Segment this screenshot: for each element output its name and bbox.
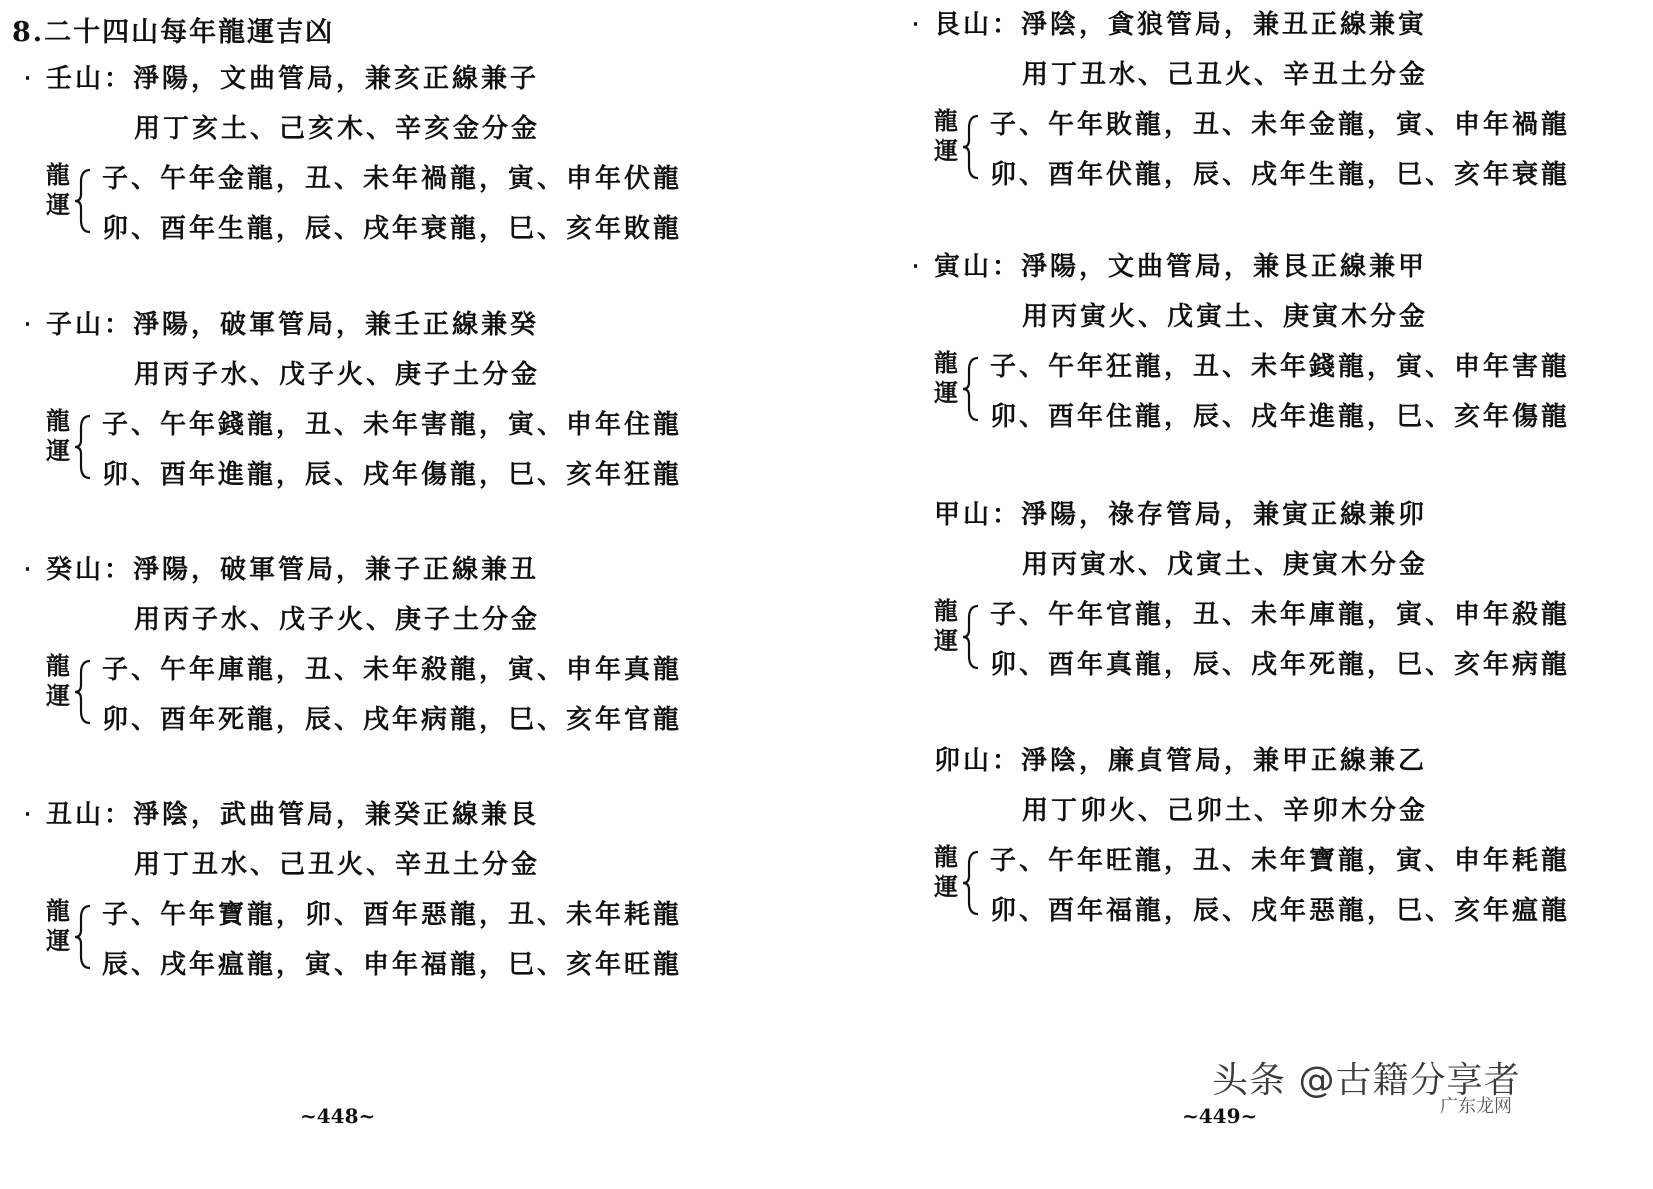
bullet: ‧ — [912, 12, 922, 38]
mountain-entry-zi — [24, 300, 683, 500]
luck-row: 卯、酉年死龍，辰、戌年病龍，巳、亥年官龍 — [102, 705, 683, 735]
bullet: ‧ — [24, 66, 34, 92]
brace-icon — [72, 168, 94, 234]
brace-icon — [960, 604, 982, 670]
mountain-line-text: 甲山：淨陽，祿存管局，兼寅正線兼卯 — [934, 500, 1428, 530]
mountain-line-text: 壬山：淨陽，文曲管局，兼亥正線兼子 — [46, 64, 540, 94]
dragon-luck-label: 龍 運 — [934, 106, 958, 165]
luck-row: 子、午年寶龍，卯、酉年惡龍，丑、未年耗龍 — [102, 900, 683, 930]
mountain-line-text: 丑山：淨陰，武曲管局，兼癸正線兼艮 — [46, 800, 540, 830]
mountain-line — [912, 242, 1428, 292]
dragon-luck-rows — [990, 100, 1570, 200]
usage-line: 用丙寅火、戊寅土、庚寅木分金 — [1022, 302, 1429, 332]
brace-icon — [960, 114, 982, 180]
luck-row: 卯、酉年住龍，辰、戌年進龍，巳、亥年傷龍 — [990, 402, 1571, 432]
luck-row: 卯、酉年真龍，辰、戌年死龍，巳、亥年病龍 — [990, 650, 1571, 680]
dragon-luck-label: 龍 運 — [46, 896, 70, 955]
dragon-luck-label: 龍 運 — [934, 596, 958, 655]
site-watermark: 广东龙网 — [1440, 1096, 1512, 1117]
dragon-luck-rows — [102, 400, 682, 500]
left-page — [0, 0, 800, 1189]
dragon-luck-rows — [990, 836, 1570, 936]
mountain-line — [24, 300, 540, 350]
dragon-luck-rows — [990, 342, 1570, 442]
mountain-entry-jia — [934, 490, 1571, 690]
mountain-line — [24, 545, 540, 595]
usage-line: 用丁卯火、己卯土、辛卯木分金 — [1022, 796, 1429, 826]
mountain-entry-gui — [24, 545, 683, 745]
mountain-line-text: 寅山：淨陽，文曲管局，兼艮正線兼甲 — [934, 252, 1428, 282]
mountain-line — [24, 54, 540, 104]
dragon-luck-label: 龍 運 — [46, 651, 70, 710]
luck-row: 卯、酉年伏龍，辰、戌年生龍，巳、亥年衰龍 — [990, 160, 1571, 190]
luck-row: 卯、酉年生龍，辰、戌年衰龍，巳、亥年敗龍 — [102, 214, 683, 244]
dragon-luck-label: 龍 運 — [934, 842, 958, 901]
dragon-luck-block — [44, 890, 683, 990]
mountain-line-text: 卯山：淨陰，廉貞管局，兼甲正線兼乙 — [934, 746, 1428, 776]
brace-icon — [72, 904, 94, 970]
usage-line: 用丁丑水、己丑火、辛丑土分金 — [134, 850, 541, 880]
dragon-luck-block — [44, 154, 683, 254]
usage-line: 用丙寅水、戊寅土、庚寅木分金 — [1022, 550, 1429, 580]
watermark-text: 头条 @古籍分享者 — [1212, 1060, 1521, 1101]
page-number: ~448~ — [300, 1104, 376, 1128]
dragon-luck-rows — [102, 890, 682, 990]
dragon-luck-block — [932, 836, 1571, 936]
mountain-entry-ren — [24, 54, 683, 254]
mountain-entry-chou — [24, 790, 683, 990]
luck-row: 子、午年敗龍，丑、未年金龍，寅、申年禍龍 — [990, 110, 1571, 140]
bullet: ‧ — [24, 802, 34, 828]
dragon-luck-block — [932, 100, 1571, 200]
page-title: 8.二十四山每年龍運吉凶 — [12, 17, 335, 48]
luck-row: 子、午年錢龍，丑、未年害龍，寅、申年住龍 — [102, 410, 683, 440]
brace-icon — [72, 414, 94, 480]
mountain-line-text: 癸山：淨陽，破軍管局，兼子正線兼丑 — [46, 555, 540, 585]
brace-icon — [960, 850, 982, 916]
mountain-line — [934, 736, 1428, 786]
luck-row: 子、午年旺龍，丑、未年寶龍，寅、申年耗龍 — [990, 846, 1571, 876]
luck-row: 子、午年庫龍，丑、未年殺龍，寅、申年真龍 — [102, 655, 683, 685]
usage-line: 用丁丑水、己丑火、辛丑土分金 — [1022, 60, 1429, 90]
dragon-luck-rows — [990, 590, 1570, 690]
mountain-entry-gen — [912, 0, 1571, 200]
luck-row: 卯、酉年福龍，辰、戌年惡龍，巳、亥年瘟龍 — [990, 896, 1571, 926]
mountain-entry-mao — [934, 736, 1571, 936]
dragon-luck-block — [44, 645, 683, 745]
dragon-luck-block — [932, 342, 1571, 442]
luck-row: 子、午年金龍，丑、未年禍龍，寅、申年伏龍 — [102, 164, 683, 194]
luck-row: 子、午年官龍，丑、未年庫龍，寅、申年殺龍 — [990, 600, 1571, 630]
brace-icon — [960, 356, 982, 422]
dragon-luck-rows — [102, 154, 682, 254]
luck-row: 子、午年狂龍，丑、未年錢龍，寅、申年害龍 — [990, 352, 1571, 382]
luck-row: 辰、戌年瘟龍，寅、申年福龍，巳、亥年旺龍 — [102, 950, 683, 980]
dragon-luck-block — [44, 400, 683, 500]
page-number: ~449~ — [1182, 1104, 1258, 1128]
right-page — [912, 0, 1653, 1189]
brace-icon — [72, 659, 94, 725]
dragon-luck-rows — [102, 645, 682, 745]
bullet: ‧ — [24, 557, 34, 583]
usage-line: 用丁亥土、己亥木、辛亥金分金 — [134, 114, 541, 144]
mountain-line — [934, 490, 1428, 540]
dragon-luck-label: 龍 運 — [934, 348, 958, 407]
mountain-line-text: 艮山：淨陰，貪狼管局，兼丑正線兼寅 — [934, 10, 1428, 40]
dragon-luck-block — [932, 590, 1571, 690]
mountain-line — [912, 0, 1428, 50]
usage-line: 用丙子水、戊子火、庚子土分金 — [134, 605, 541, 635]
dragon-luck-label: 龍 運 — [46, 160, 70, 219]
mountain-entry-yin — [912, 242, 1571, 442]
mountain-line — [24, 790, 540, 840]
bullet: ‧ — [912, 254, 922, 280]
mountain-line-text: 子山：淨陽，破軍管局，兼壬正線兼癸 — [46, 310, 540, 340]
bullet: ‧ — [24, 312, 34, 338]
usage-line: 用丙子水、戊子火、庚子土分金 — [134, 360, 541, 390]
dragon-luck-label: 龍 運 — [46, 406, 70, 465]
luck-row: 卯、酉年進龍，辰、戌年傷龍，巳、亥年狂龍 — [102, 460, 683, 490]
